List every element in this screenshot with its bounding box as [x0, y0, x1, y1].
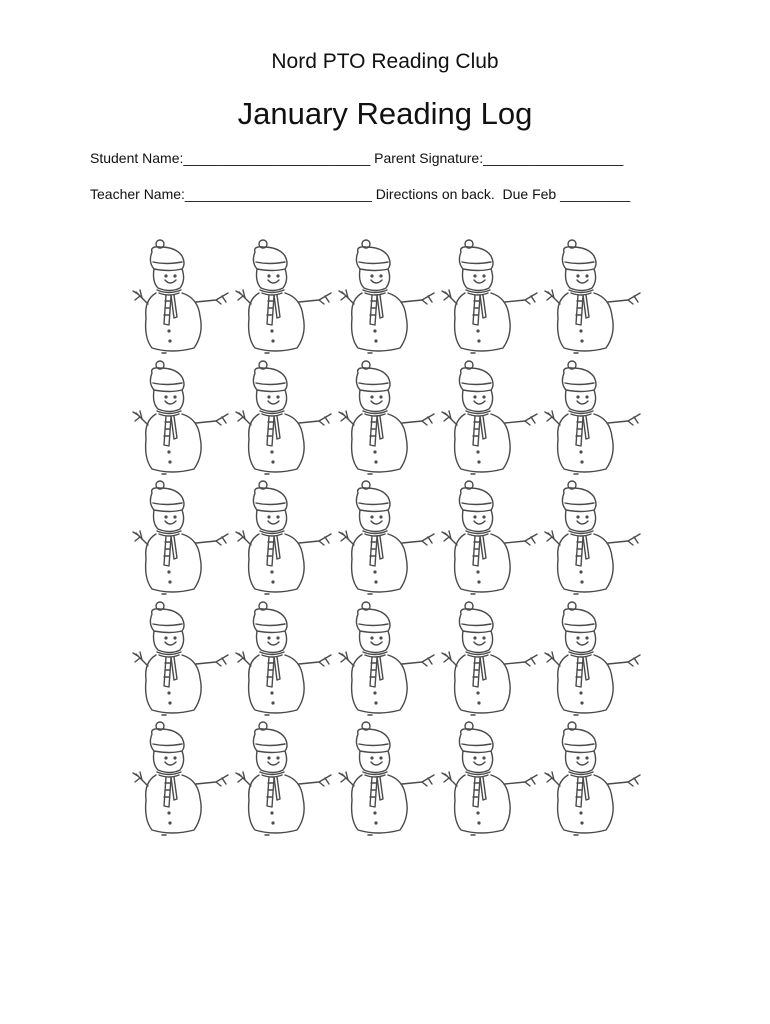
- snowman-grid: [130, 238, 645, 841]
- snowman-cell: [542, 238, 645, 358]
- snowman-cell: [439, 600, 542, 720]
- club-title: Nord PTO Reading Club: [271, 50, 499, 73]
- snowman-cell: [439, 720, 542, 840]
- snowman-cell: [336, 600, 439, 720]
- snowman-icon: [441, 600, 541, 723]
- snowman-icon: [544, 359, 644, 482]
- page-title: January Reading Log: [237, 96, 533, 131]
- snowman-icon: [235, 238, 335, 361]
- snowman-cell: [130, 720, 233, 840]
- snowman-cell: [336, 720, 439, 840]
- snowman-icon: [544, 720, 644, 843]
- snowman-icon: [235, 359, 335, 482]
- snowman-icon: [338, 720, 438, 843]
- snowman-cell: [233, 359, 336, 479]
- snowman-icon: [441, 359, 541, 482]
- snowman-icon: [338, 479, 438, 602]
- snowman-cell: [233, 600, 336, 720]
- snowman-icon: [338, 600, 438, 723]
- snowman-icon: [132, 479, 232, 602]
- snowman-icon: [132, 720, 232, 843]
- snowman-cell: [542, 720, 645, 840]
- snowman-icon: [441, 238, 541, 361]
- snowman-cell: [233, 238, 336, 358]
- snowman-icon: [235, 720, 335, 843]
- snowman-cell: [336, 359, 439, 479]
- snowman-icon: [338, 238, 438, 361]
- snowman-cell: [542, 359, 645, 479]
- snowman-cell: [336, 238, 439, 358]
- snowman-icon: [338, 359, 438, 482]
- snowman-cell: [130, 238, 233, 358]
- snowman-cell: [542, 479, 645, 599]
- snowman-cell: [233, 720, 336, 840]
- snowman-cell: [130, 359, 233, 479]
- snowman-icon: [544, 600, 644, 723]
- snowman-icon: [544, 479, 644, 602]
- snowman-cell: [439, 238, 542, 358]
- snowman-icon: [441, 479, 541, 602]
- snowman-cell: [439, 479, 542, 599]
- snowman-cell: [542, 600, 645, 720]
- snowman-cell: [130, 600, 233, 720]
- teacher-due-line: Teacher Name:________________________ Directions on back. Due Feb _________: [90, 186, 631, 202]
- snowman-cell: [233, 479, 336, 599]
- snowman-cell: [439, 359, 542, 479]
- student-parent-line: Student Name:________________________ Parent Signature:__________________: [90, 150, 624, 166]
- snowman-cell: [130, 479, 233, 599]
- snowman-icon: [235, 479, 335, 602]
- snowman-icon: [235, 600, 335, 723]
- snowman-cell: [336, 479, 439, 599]
- snowman-icon: [132, 600, 232, 723]
- snowman-icon: [544, 238, 644, 361]
- snowman-icon: [132, 238, 232, 361]
- snowman-icon: [132, 359, 232, 482]
- snowman-icon: [441, 720, 541, 843]
